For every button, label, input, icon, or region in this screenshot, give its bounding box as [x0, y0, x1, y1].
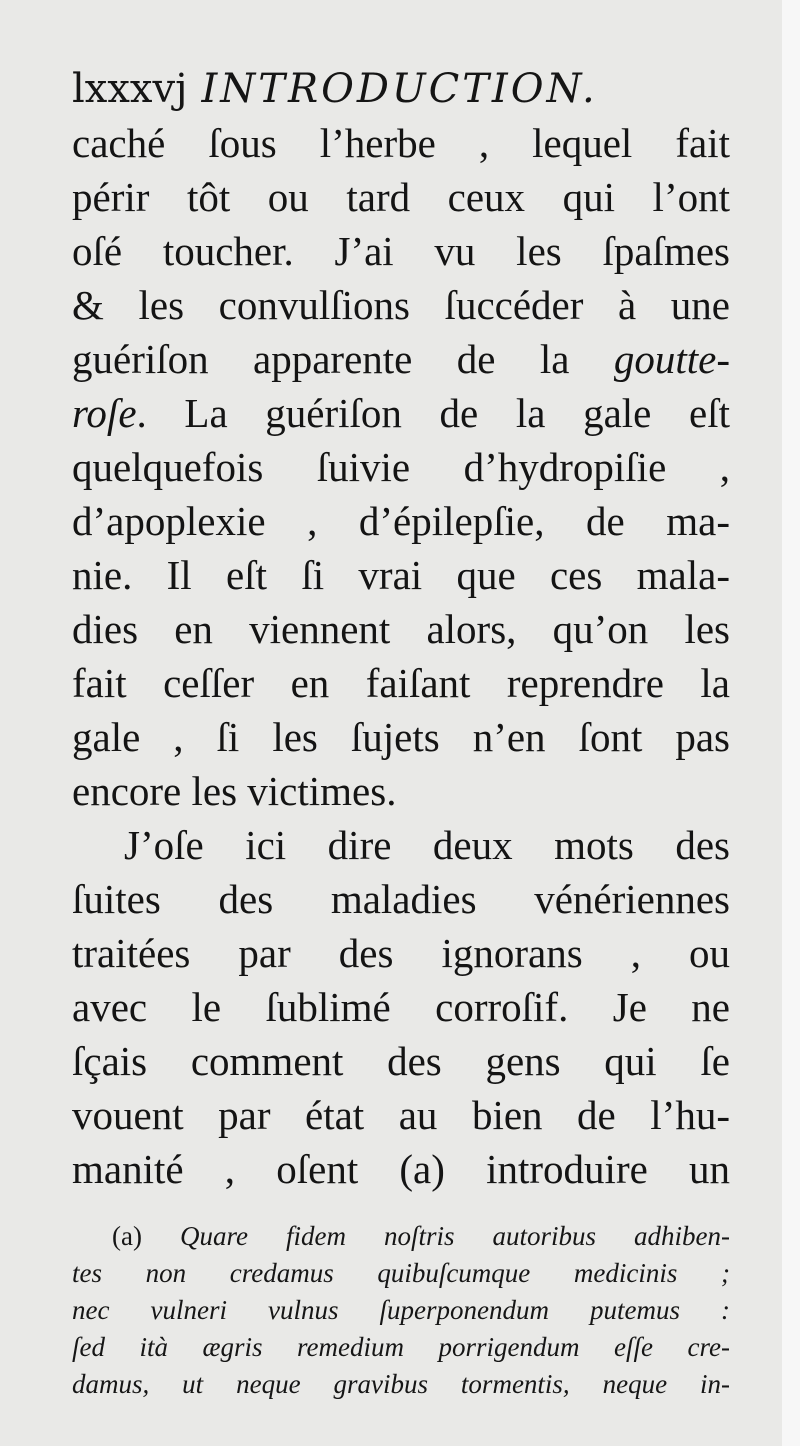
text-line: périr tôt ou tard ceux qui l’ont [72, 174, 730, 220]
running-title: INTRODUCTION. [201, 66, 598, 112]
footnote-line: tes non credamus quibuſcumque medicinis ; [72, 1258, 730, 1288]
footnote [72, 1218, 730, 1403]
text-line: caché ſous l’herbe , lequel fait [72, 120, 730, 166]
text-line: guériſon apparente de la goutte- [72, 336, 730, 382]
text-line: J’oſe ici dire deux mots des [124, 822, 730, 868]
footnote-line: ſed ità ægris remedium porrigendum eſſe cre- [72, 1332, 730, 1362]
footnote-line: damus, ut neque gravibus tormentis, neque in- [72, 1369, 730, 1399]
text-line: roſe. La guériſon de la gale eſt [72, 390, 730, 436]
text-line: ſçais comment des gens qui ſe [72, 1038, 730, 1084]
text-line: d’apoplexie , d’épilepſie, de ma- [72, 498, 730, 544]
main-text [72, 116, 730, 1196]
running-head [72, 62, 730, 116]
text-line: traitées par des ignorans , ou [72, 930, 730, 976]
italic-term: roſe [72, 390, 137, 436]
text-line: manité , oſent (a) introduire un [72, 1146, 730, 1192]
text-line: ſuites des maladies vénériennes [72, 876, 730, 922]
italic-term: goutte- [613, 336, 730, 382]
page-edge [782, 0, 800, 1446]
text-line: nie. Il eſt ſi vrai que ces mala- [72, 552, 730, 598]
text-line: avec le ſublimé corroſif. Je ne [72, 984, 730, 1030]
footnote-marker: (a) [112, 1221, 142, 1251]
text-line: fait ceſſer en faiſant reprendre la [72, 660, 730, 706]
text-line: gale , ſi les ſujets n’en ſont pas [72, 714, 730, 760]
footnote-line: nec vulneri vulnus ſuperponendum putemus : [72, 1295, 730, 1325]
text-line: dies en viennent alors, qu’on les [72, 606, 730, 652]
page-content [72, 62, 730, 1403]
text-line: vouent par état au bien de l’hu- [72, 1092, 730, 1138]
page-number: lxxxvj [72, 66, 188, 112]
text-line: & les convulſions ſuccéder à une [72, 282, 730, 328]
footnote-line: (a) Quare fidem noſtris autoribus adhiben- [112, 1221, 730, 1251]
text-line: encore les victimes. [72, 768, 397, 814]
text-line: quelquefois ſuivie d’hydropiſie , [72, 444, 730, 490]
text-line: oſé toucher. J’ai vu les ſpaſmes [72, 228, 730, 274]
